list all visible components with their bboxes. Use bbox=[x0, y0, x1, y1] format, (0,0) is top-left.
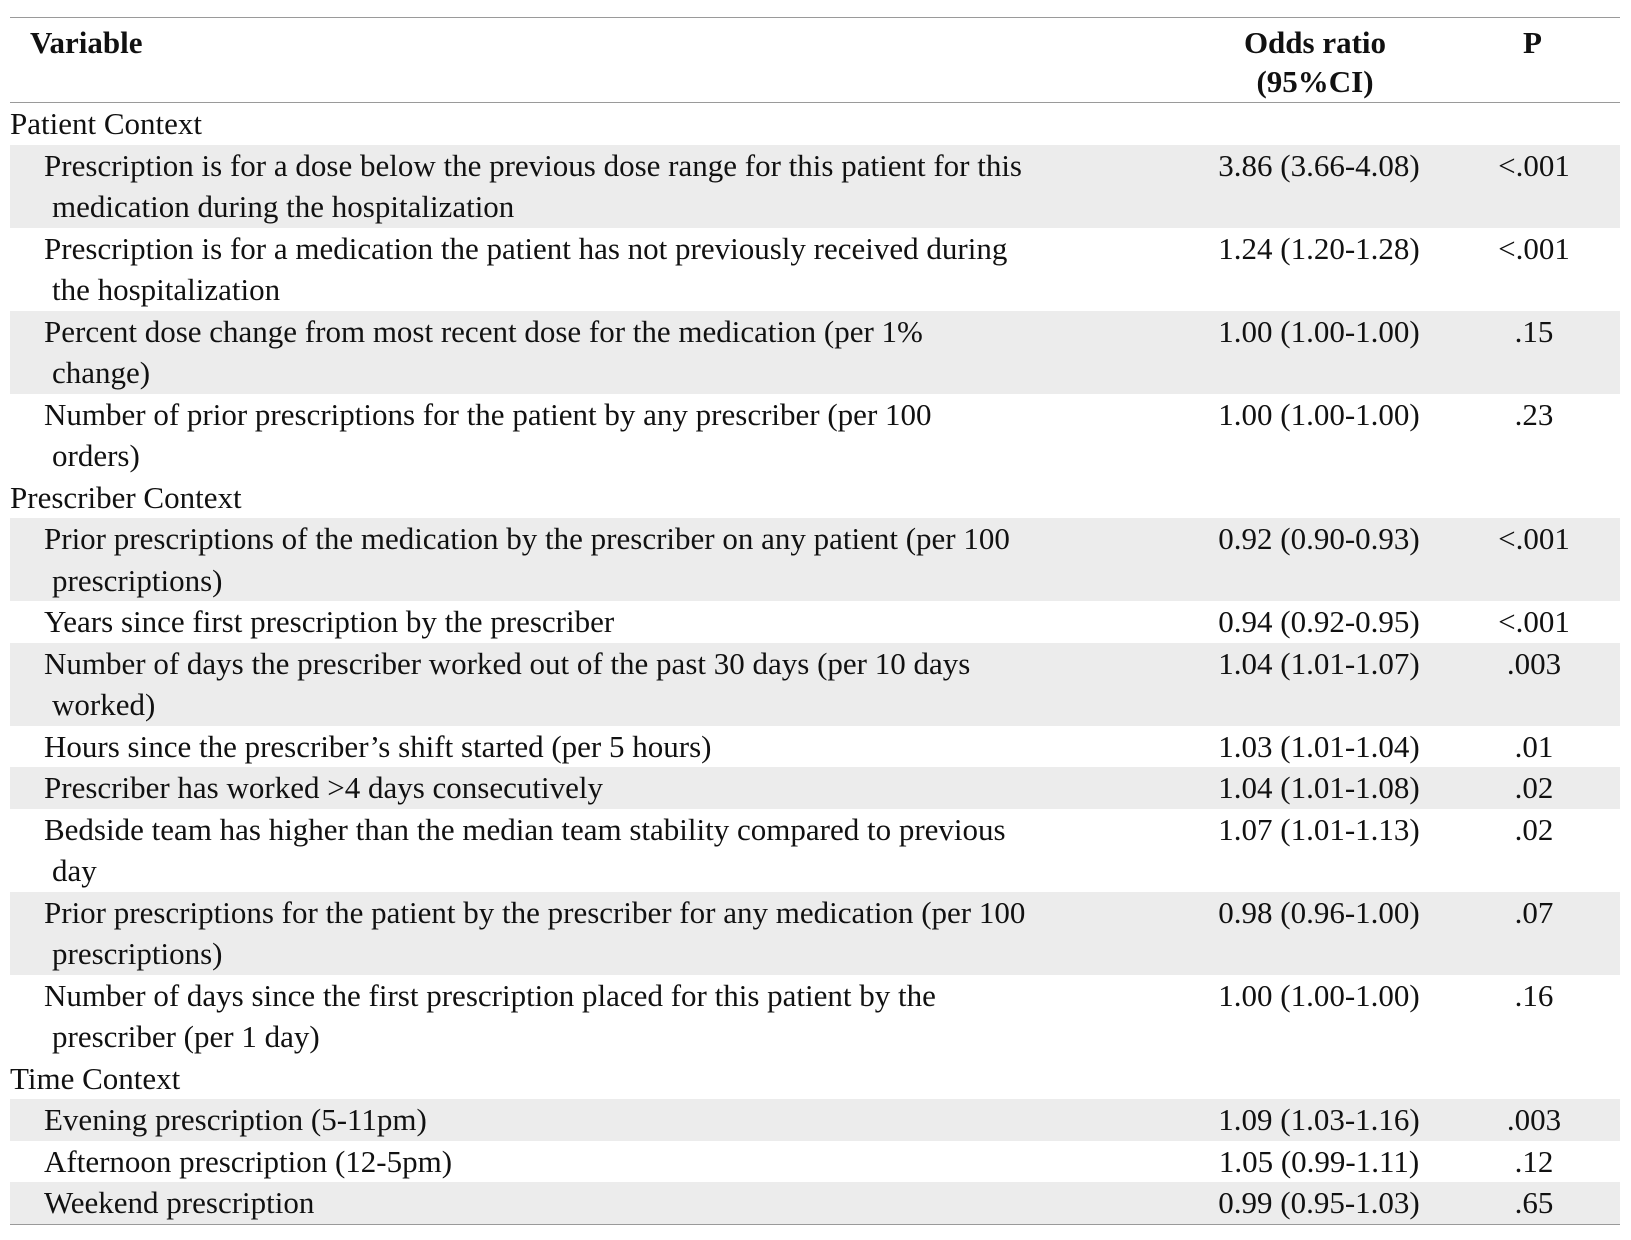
p-value-cell: <.001 bbox=[1498, 147, 1570, 183]
odds-ratio-cell: 1.04 (1.01-1.08) bbox=[1218, 770, 1420, 805]
variable-line1: Prior prescriptions of the medication by the prescriber on any patient (per 100 bbox=[44, 521, 1010, 556]
table-row bbox=[10, 767, 1620, 809]
variable-line1: Hours since the prescriber’s shift started (per 5 hours) bbox=[44, 728, 712, 764]
table-row bbox=[10, 809, 1620, 892]
variable-line2: medication during the hospitalization bbox=[52, 189, 515, 224]
variable-cell bbox=[10, 643, 1190, 726]
p-value-cell: .01 bbox=[1514, 728, 1554, 764]
variable-cell bbox=[10, 726, 1190, 768]
table-row bbox=[10, 518, 1620, 601]
variable-cell bbox=[10, 394, 1190, 477]
p-value-cell: .003 bbox=[1506, 1102, 1562, 1137]
odds-ratio-cell: 0.99 (0.95-1.03) bbox=[1218, 1185, 1420, 1220]
table-bottom-rule bbox=[10, 1224, 1620, 1225]
odds-ratio-cell: 0.94 (0.92-0.95) bbox=[1218, 604, 1420, 639]
odds-ratio-cell: 1.04 (1.01-1.07) bbox=[1218, 645, 1420, 681]
table-body bbox=[10, 103, 1620, 1224]
variable-line1: Number of days the prescriber worked out of the past 30 days (per 10 days bbox=[44, 645, 971, 681]
variable-line1: Evening prescription (5-11pm) bbox=[44, 1102, 427, 1137]
odds-ratio-cell: 1.05 (0.99-1.11) bbox=[1218, 1143, 1420, 1179]
odds-ratio-table bbox=[10, 17, 1620, 1225]
variable-line2: prescriber (per 1 day) bbox=[52, 1019, 320, 1054]
table-row bbox=[10, 394, 1620, 477]
odds-ratio-cell: 1.03 (1.01-1.04) bbox=[1218, 728, 1420, 764]
variable-line1: Prescriber has worked >4 days consecutively bbox=[44, 770, 603, 805]
odds-ratio-cell: 1.00 (1.00-1.00) bbox=[1218, 313, 1420, 349]
header-p: P bbox=[1523, 25, 1542, 60]
table-header-row bbox=[10, 18, 1620, 103]
p-value-cell: .02 bbox=[1514, 770, 1554, 805]
table-row bbox=[10, 975, 1620, 1058]
variable-line1: Number of days since the first prescription placed for this patient by the bbox=[44, 977, 936, 1013]
table-row bbox=[10, 643, 1620, 726]
variable-line2: the hospitalization bbox=[52, 272, 281, 307]
header-odds-ratio-line1: Odds ratio bbox=[1243, 25, 1387, 60]
p-value-cell: .65 bbox=[1514, 1185, 1554, 1220]
p-value-cell: .02 bbox=[1514, 811, 1554, 847]
section-title: Prescriber Context bbox=[10, 479, 242, 515]
table-row bbox=[10, 892, 1620, 975]
variable-cell bbox=[10, 518, 1190, 601]
variable-line1: Number of prior prescriptions for the patient by any prescriber (per 100 bbox=[44, 396, 932, 432]
variable-cell bbox=[10, 767, 1190, 809]
odds-ratio-cell: 0.98 (0.96-1.00) bbox=[1218, 894, 1420, 930]
variable-line1: Percent dose change from most recent dose for the medication (per 1% bbox=[44, 313, 923, 349]
variable-line1: Afternoon prescription (12-5pm) bbox=[44, 1143, 453, 1179]
variable-line1: Bedside team has higher than the median team stability compared to previous bbox=[44, 811, 1006, 847]
variable-cell bbox=[10, 145, 1190, 228]
section-title: Time Context bbox=[10, 1060, 181, 1096]
odds-ratio-cell: 3.86 (3.66-4.08) bbox=[1218, 147, 1420, 183]
variable-line1: Prescription is for a dose below the previous dose range for this patient for this bbox=[44, 147, 1022, 183]
section-title: Patient Context bbox=[10, 106, 203, 141]
p-value-cell: <.001 bbox=[1498, 521, 1570, 556]
p-value-cell: .16 bbox=[1514, 977, 1554, 1013]
p-value-cell: .07 bbox=[1514, 894, 1554, 930]
variable-cell bbox=[10, 228, 1190, 311]
p-value-cell: <.001 bbox=[1498, 230, 1570, 266]
p-value-cell: <.001 bbox=[1498, 604, 1570, 639]
p-value-cell: .15 bbox=[1514, 313, 1554, 349]
p-value-cell: .12 bbox=[1514, 1143, 1554, 1179]
variable-cell bbox=[10, 1141, 1190, 1183]
table-row bbox=[10, 1182, 1620, 1224]
odds-ratio-cell: 1.00 (1.00-1.00) bbox=[1218, 977, 1420, 1013]
table-row bbox=[10, 1141, 1620, 1183]
variable-cell bbox=[10, 892, 1190, 975]
variable-line2: orders) bbox=[52, 438, 140, 473]
variable-cell bbox=[10, 809, 1190, 892]
variable-line1: Weekend prescription bbox=[44, 1185, 315, 1220]
variable-cell bbox=[10, 975, 1190, 1058]
variable-line2: worked) bbox=[52, 687, 156, 722]
odds-ratio-cell: 1.24 (1.20-1.28) bbox=[1218, 230, 1420, 266]
table-row bbox=[10, 145, 1620, 228]
variable-line1: Prescription is for a medication the patient has not previously received during bbox=[44, 230, 1008, 266]
variable-line2: prescriptions) bbox=[52, 562, 223, 598]
table-row bbox=[10, 1099, 1620, 1141]
header-variable: Variable bbox=[30, 25, 143, 60]
variable-cell bbox=[10, 1182, 1190, 1224]
table-row bbox=[10, 311, 1620, 394]
variable-line2: day bbox=[52, 853, 97, 888]
table-row bbox=[10, 726, 1620, 768]
odds-ratio-cell: 1.09 (1.03-1.16) bbox=[1218, 1102, 1420, 1137]
p-value-cell: .23 bbox=[1514, 396, 1554, 432]
odds-ratio-cell: 0.92 (0.90-0.93) bbox=[1218, 521, 1420, 556]
variable-line1: Prior prescriptions for the patient by the prescriber for any medication (per 100 bbox=[44, 894, 1026, 930]
variable-line2: prescriptions) bbox=[52, 936, 223, 971]
odds-ratio-cell: 1.07 (1.01-1.13) bbox=[1218, 811, 1420, 847]
table-row bbox=[10, 601, 1620, 643]
variable-cell bbox=[10, 601, 1190, 643]
header-odds-ratio-line2: (95%CI) bbox=[1256, 64, 1374, 99]
variable-cell bbox=[10, 1099, 1190, 1141]
p-value-cell: .003 bbox=[1506, 645, 1562, 681]
variable-line1: Years since first prescription by the prescriber bbox=[44, 604, 615, 639]
variable-cell bbox=[10, 311, 1190, 394]
odds-ratio-cell: 1.00 (1.00-1.00) bbox=[1218, 396, 1420, 432]
table-row bbox=[10, 228, 1620, 311]
header-odds-ratio bbox=[1185, 18, 1445, 102]
variable-line2: change) bbox=[52, 355, 151, 390]
